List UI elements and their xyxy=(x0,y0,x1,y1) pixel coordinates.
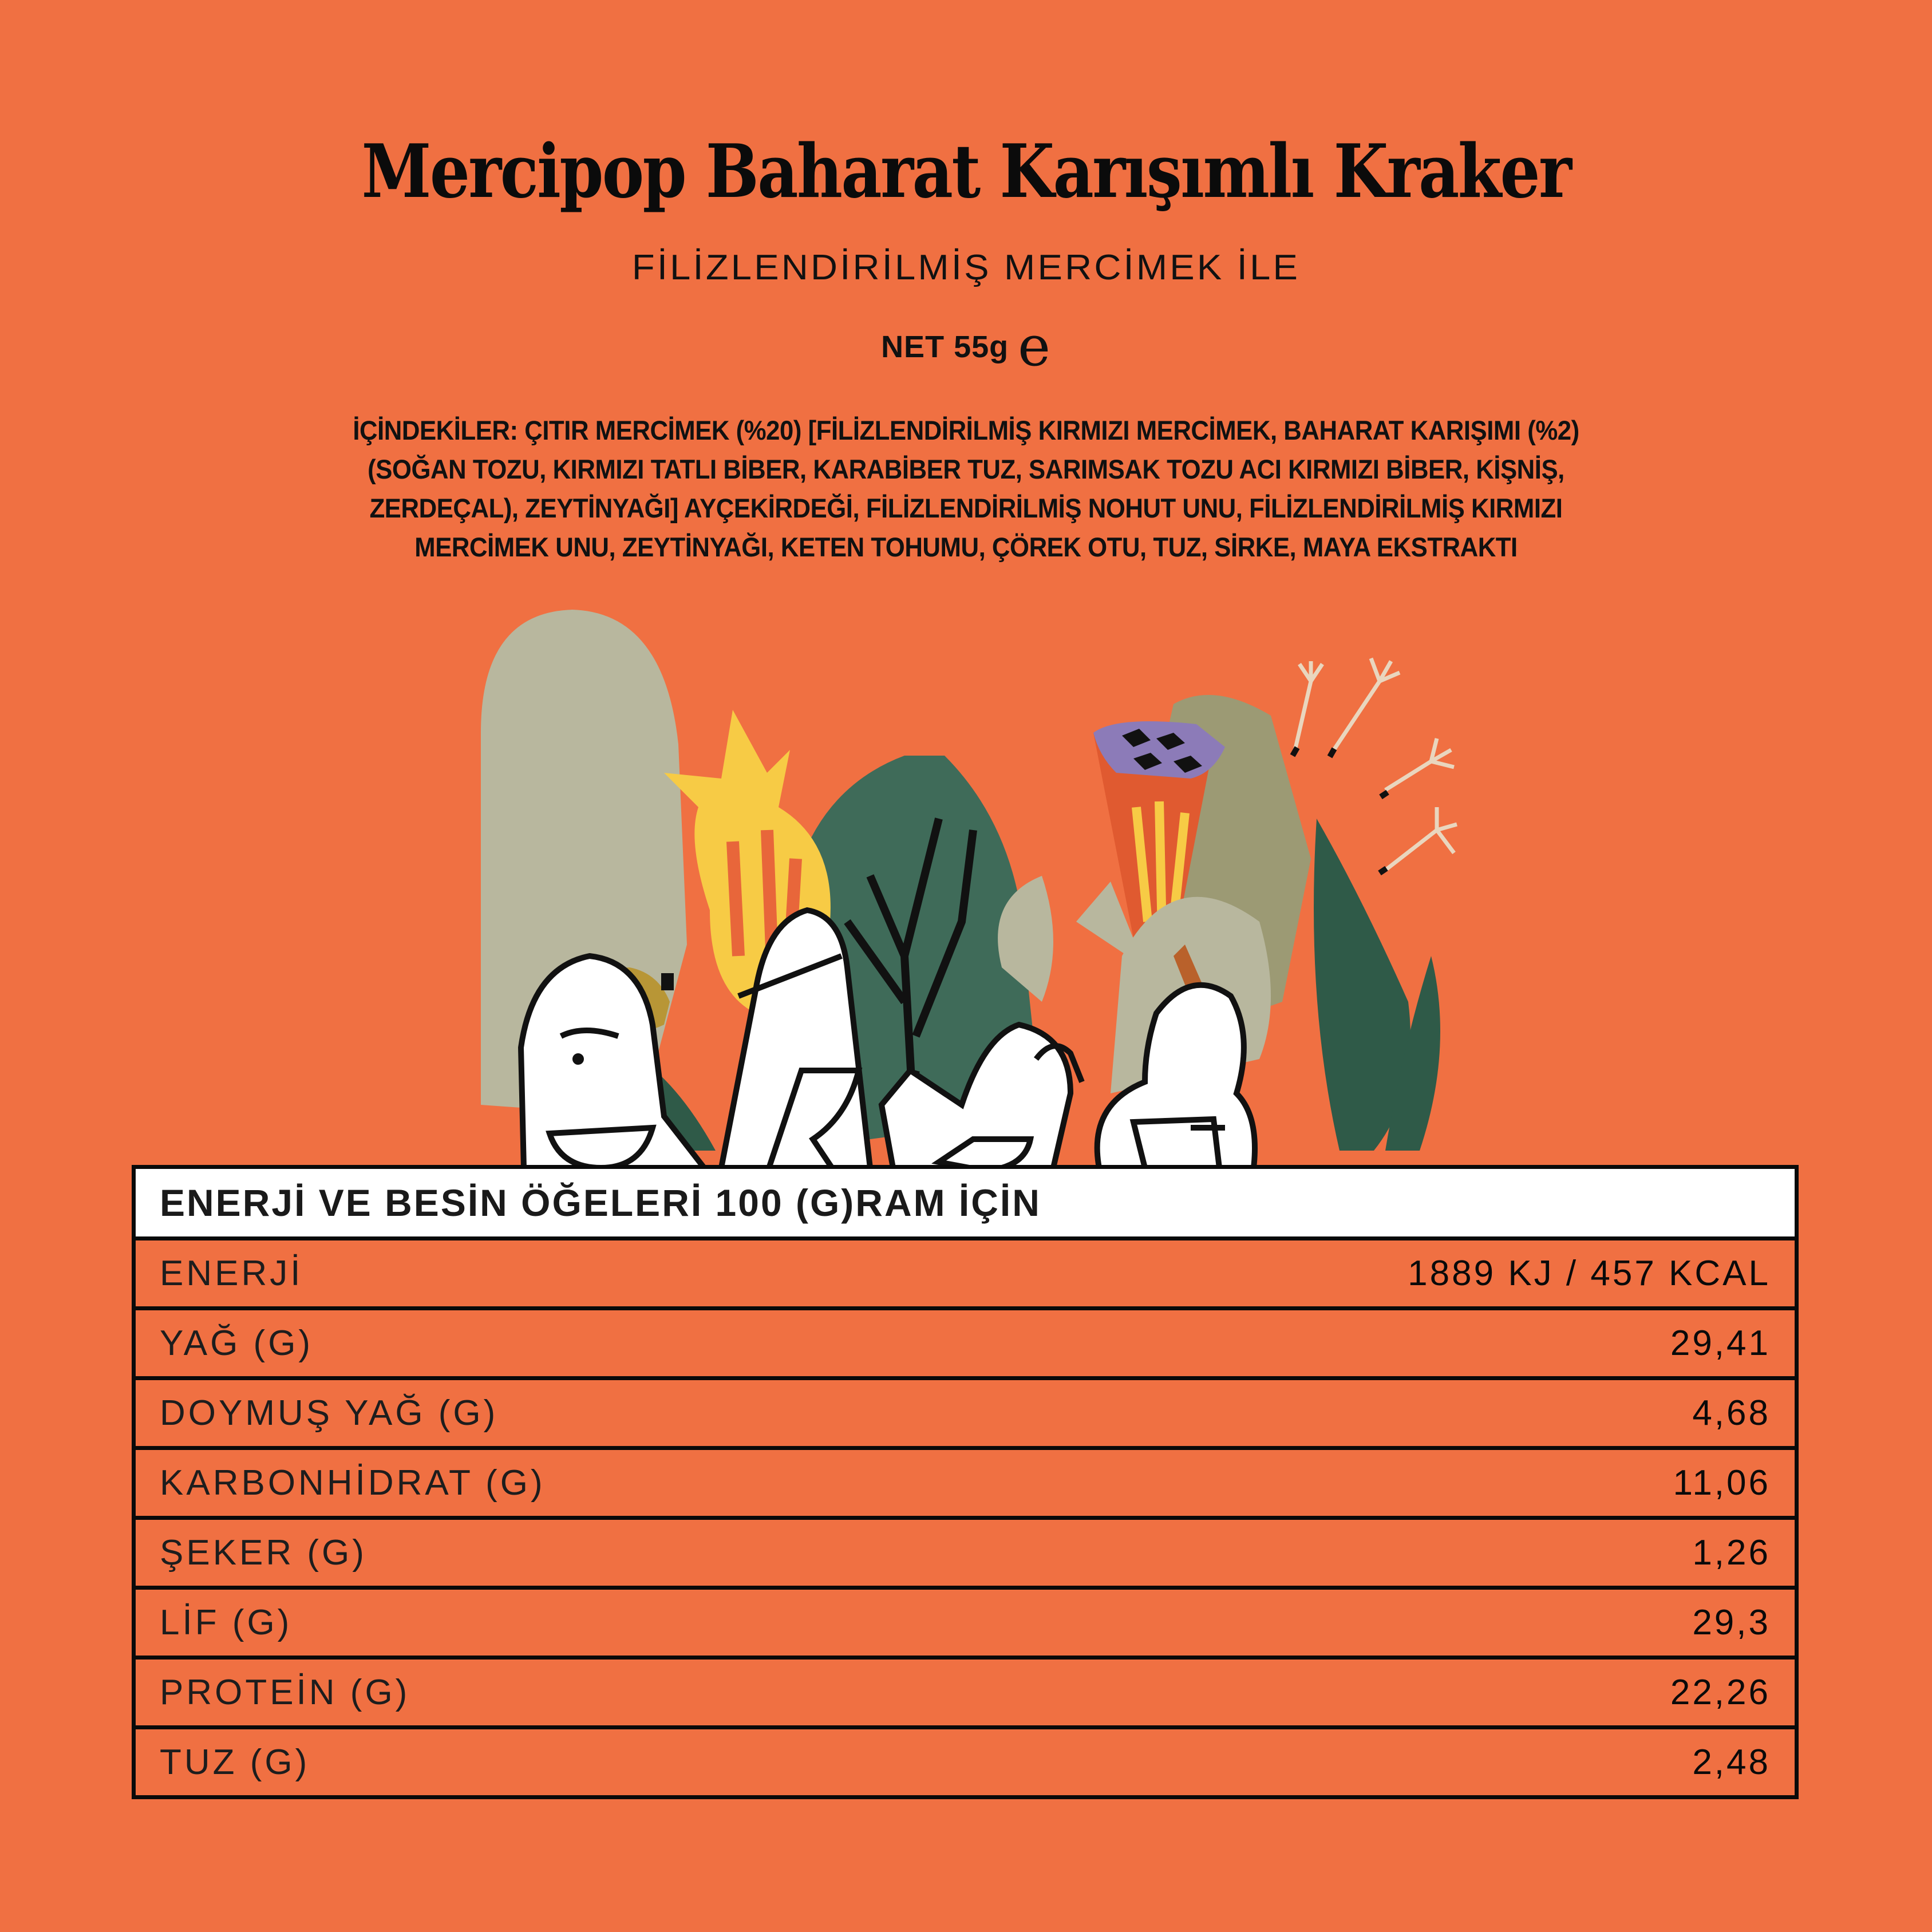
nutrient-label: ŞEKER (G) xyxy=(160,1533,367,1573)
table-row xyxy=(136,1729,1795,1795)
person-left xyxy=(521,956,704,1168)
ingredients-line-4: MERCİMEK UNU, ZEYTİNYAĞI, KETEN TOHUMU, ÇÖREK OTU, TUZ, SİRKE, MAYA EKSTRAKTI xyxy=(414,532,1518,562)
ingredients-block xyxy=(243,411,1689,567)
estimated-sign-icon: e xyxy=(1018,314,1051,378)
nutrition-table xyxy=(132,1165,1799,1799)
nutrient-label: KARBONHİDRAT (G) xyxy=(160,1463,546,1503)
table-row xyxy=(136,1380,1795,1450)
nutrient-value: 29,41 xyxy=(1670,1323,1771,1363)
ingredients-line-3: ZERDEÇAL), ZEYTİNYAĞI] AYÇEKİRDEĞİ, FİLİZLENDİRİLMİŞ NOHUT UNU, FİLİZLENDİRİLMİŞ KIRMIZI xyxy=(369,493,1563,523)
nutrient-value: 4,68 xyxy=(1692,1393,1771,1433)
product-title: Mercipop Baharat Karışımlı Kraker xyxy=(361,129,1571,215)
nutrient-label: LİF (G) xyxy=(160,1603,293,1642)
nutrient-value: 1889 KJ / 457 KCAL xyxy=(1408,1254,1771,1293)
product-subtitle: FİLİZLENDİRİLMİŞ MERCİMEK İLE xyxy=(631,248,1301,287)
nutrient-label: ENERJİ xyxy=(160,1254,303,1293)
people-eating-illustration xyxy=(469,601,1500,1174)
net-weight xyxy=(0,314,1932,378)
nutrient-value: 2,48 xyxy=(1692,1743,1771,1782)
nutrient-value: 11,06 xyxy=(1673,1463,1771,1503)
nutrient-label: PROTEİN (G) xyxy=(160,1673,410,1712)
net-weight-text: NET 55g xyxy=(881,330,1009,364)
nutrient-label: DOYMUŞ YAĞ (G) xyxy=(160,1393,499,1433)
ingredients-label: İÇİNDEKİLER: xyxy=(353,415,518,445)
table-row xyxy=(136,1660,1795,1729)
nutrition-table-header: ENERJİ VE BESİN ÖĞELERİ 100 (G)RAM İÇİN xyxy=(136,1169,1795,1240)
table-row xyxy=(136,1450,1795,1520)
ingredients-line-2: (SOĞAN TOZU, KIRMIZI TATLI BİBER, KARABİBER TUZ, SARIMSAK TOZU ACI KIRMIZI BİBER, KİŞNİŞ, xyxy=(368,454,1564,484)
nutrient-label: YAĞ (G) xyxy=(160,1323,314,1363)
nutrient-label: TUZ (G) xyxy=(160,1743,310,1782)
nutrient-value: 29,3 xyxy=(1692,1603,1771,1642)
nutrient-value: 22,26 xyxy=(1670,1673,1771,1712)
ingredients-line-1: İÇİNDEKİLER: ÇITIR MERCİMEK (%20) [FİLİZLENDİRİLMİŞ KIRMIZI MERCİMEK, BAHARAT KARIŞIMI (%2) xyxy=(353,415,1579,445)
nutrient-value: 1,26 xyxy=(1692,1533,1771,1573)
table-row xyxy=(136,1590,1795,1660)
table-row xyxy=(136,1240,1795,1310)
table-row xyxy=(136,1310,1795,1380)
table-row xyxy=(136,1520,1795,1590)
